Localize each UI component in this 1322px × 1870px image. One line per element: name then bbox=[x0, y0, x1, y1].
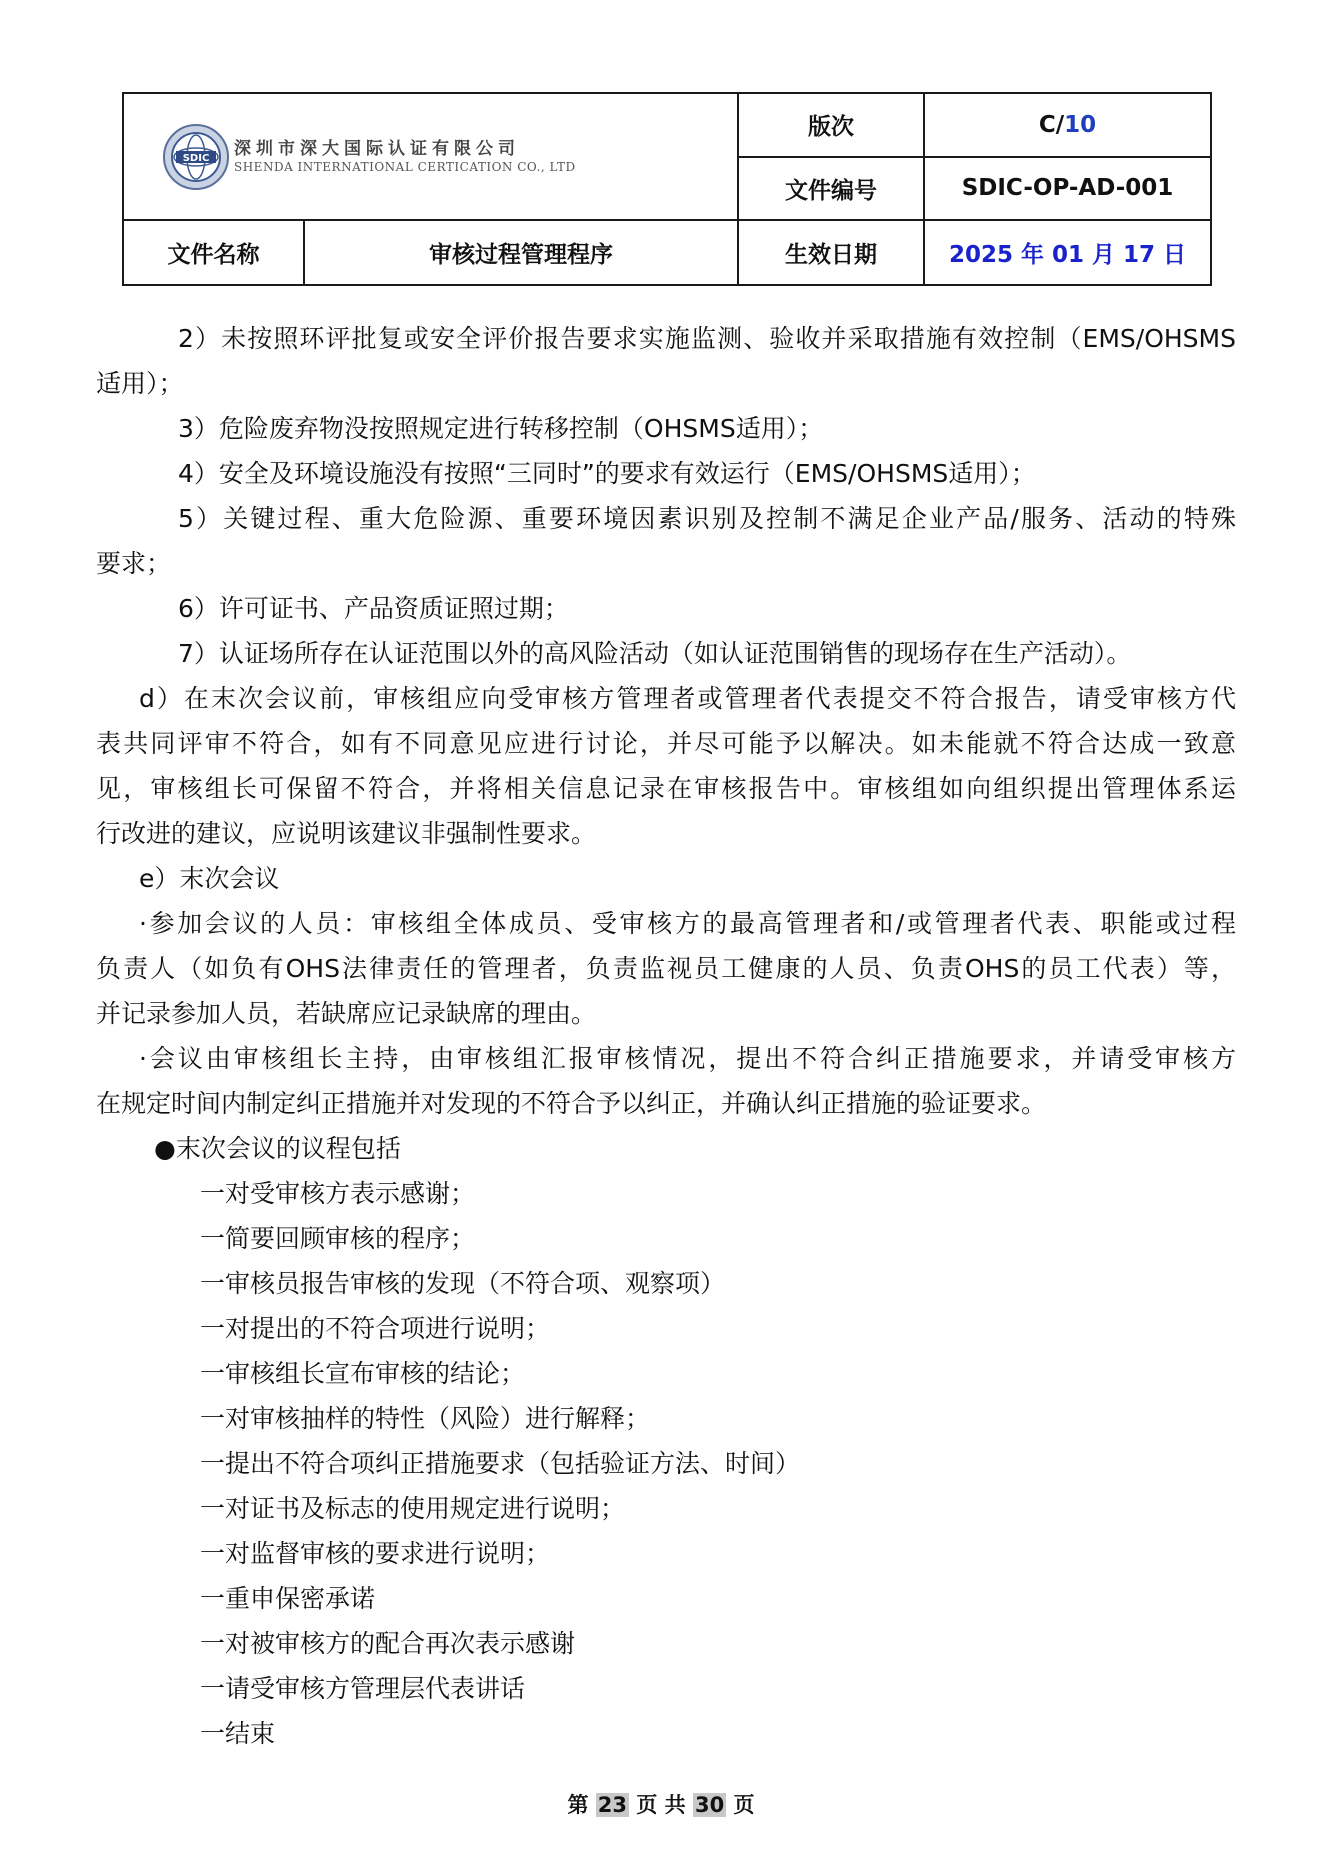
edition-value: C/10 bbox=[924, 93, 1211, 157]
docname-label: 文件名称 bbox=[123, 220, 304, 285]
effective-value: 2025 年 01 月 17 日 bbox=[924, 220, 1211, 285]
item-4: 4）安全及环境设施没有按照“三同时”的要求有效运行（EMS/OHSMS适用）； bbox=[178, 459, 1036, 488]
page-total: 30 bbox=[694, 1793, 725, 1817]
page-number: 23 bbox=[597, 1793, 628, 1817]
company-name-cn: 深圳市深大国际认证有限公司 bbox=[234, 139, 520, 160]
agenda-item: 一对受审核方表示感谢； bbox=[200, 1179, 476, 1208]
para-e1-line1: ·参加会议的人员：审核组全体成员、受审核方的最高管理者和/或管理者代表、职能或过程 bbox=[139, 909, 1236, 938]
agenda-item: 一对证书及标志的使用规定进行说明； bbox=[200, 1494, 626, 1523]
para-e1-line2: 负责人（如负有OHS法律责任的管理者，负责监视员工健康的人员、负责OHS的员工代表）等， bbox=[96, 954, 1236, 983]
sdic-logo-icon bbox=[162, 123, 230, 191]
para-d-line1: d）在末次会议前，审核组应向受审核方管理者或管理者代表提交不符合报告，请受审核方代 bbox=[139, 684, 1236, 713]
logo-text: SDIC bbox=[182, 152, 210, 164]
para-e1-line3: 并记录参加人员，若缺席应记录缺席的理由。 bbox=[96, 999, 597, 1028]
agenda-item: 一结束 bbox=[200, 1719, 276, 1748]
item-2-line2: 适用）； bbox=[96, 369, 184, 398]
document-header-table bbox=[122, 92, 1212, 286]
docno-value: SDIC-OP-AD-001 bbox=[924, 157, 1211, 221]
agenda-item: 一简要回顾审核的程序； bbox=[200, 1224, 476, 1253]
agenda-title: ●末次会议的议程包括 bbox=[154, 1134, 401, 1163]
docno-label: 文件编号 bbox=[738, 157, 924, 221]
item-5-line1: 5）关键过程、重大危险源、重要环境因素识别及控制不满足企业产品/服务、活动的特殊 bbox=[178, 504, 1236, 533]
para-e2-line1: ·会议由审核组长主持，由审核组汇报审核情况，提出不符合纠正措施要求，并请受审核方 bbox=[139, 1044, 1236, 1073]
effective-label: 生效日期 bbox=[738, 220, 924, 285]
item-2-line1: 2）未按照环评批复或安全评价报告要求实施监测、验收并采取措施有效控制（EMS/OHSMS bbox=[178, 324, 1236, 353]
agenda-item: 一对审核抽样的特性（风险）进行解释； bbox=[200, 1404, 651, 1433]
para-e-title: e）末次会议 bbox=[139, 864, 280, 893]
agenda-item: 一审核员报告审核的发现（不符合项、观察项） bbox=[200, 1269, 726, 1298]
para-e2-line2: 在规定时间内制定纠正措施并对发现的不符合予以纠正，并确认纠正措施的验证要求。 bbox=[96, 1089, 1047, 1118]
item-5-line2: 要求； bbox=[96, 549, 172, 578]
agenda-item: 一审核组长宣布审核的结论； bbox=[200, 1359, 526, 1388]
para-d-line4: 行改进的建议，应说明该建议非强制性要求。 bbox=[96, 819, 597, 848]
para-d-line3: 见，审核组长可保留不符合，并将相关信息记录在审核报告中。审核组如向组织提出管理体系运 bbox=[96, 774, 1236, 803]
para-d-line2: 表共同评审不符合，如有不同意见应进行讨论，并尽可能予以解决。如未能就不符合达成一致意 bbox=[96, 729, 1236, 758]
document-body bbox=[96, 316, 1236, 1756]
company-logo-cell bbox=[123, 93, 738, 220]
agenda-item: 一请受审核方管理层代表讲话 bbox=[200, 1674, 526, 1703]
agenda-item: 一重申保密承诺 bbox=[200, 1584, 376, 1613]
agenda-item: 一对提出的不符合项进行说明； bbox=[200, 1314, 551, 1343]
docname-value: 审核过程管理程序 bbox=[304, 220, 738, 285]
agenda-item: 一对被审核方的配合再次表示感谢 bbox=[200, 1629, 576, 1658]
page-footer: 第 23 页 共 30 页 bbox=[567, 1793, 755, 1817]
item-3: 3）危险废弃物没按照规定进行转移控制（OHSMS适用）； bbox=[178, 414, 824, 443]
agenda-item: 一提出不符合项纠正措施要求（包括验证方法、时间） bbox=[200, 1449, 801, 1478]
company-name-en: SHENDA INTERNATIONAL CERTICATION CO., LTD bbox=[234, 159, 576, 174]
item-6: 6）许可证书、产品资质证照过期； bbox=[178, 594, 569, 623]
agenda-item: 一对监督审核的要求进行说明； bbox=[200, 1539, 551, 1568]
item-7: 7）认证场所存在认证范围以外的高风险活动（如认证范围销售的现场存在生产活动）。 bbox=[178, 639, 1132, 668]
edition-label: 版次 bbox=[738, 93, 924, 157]
